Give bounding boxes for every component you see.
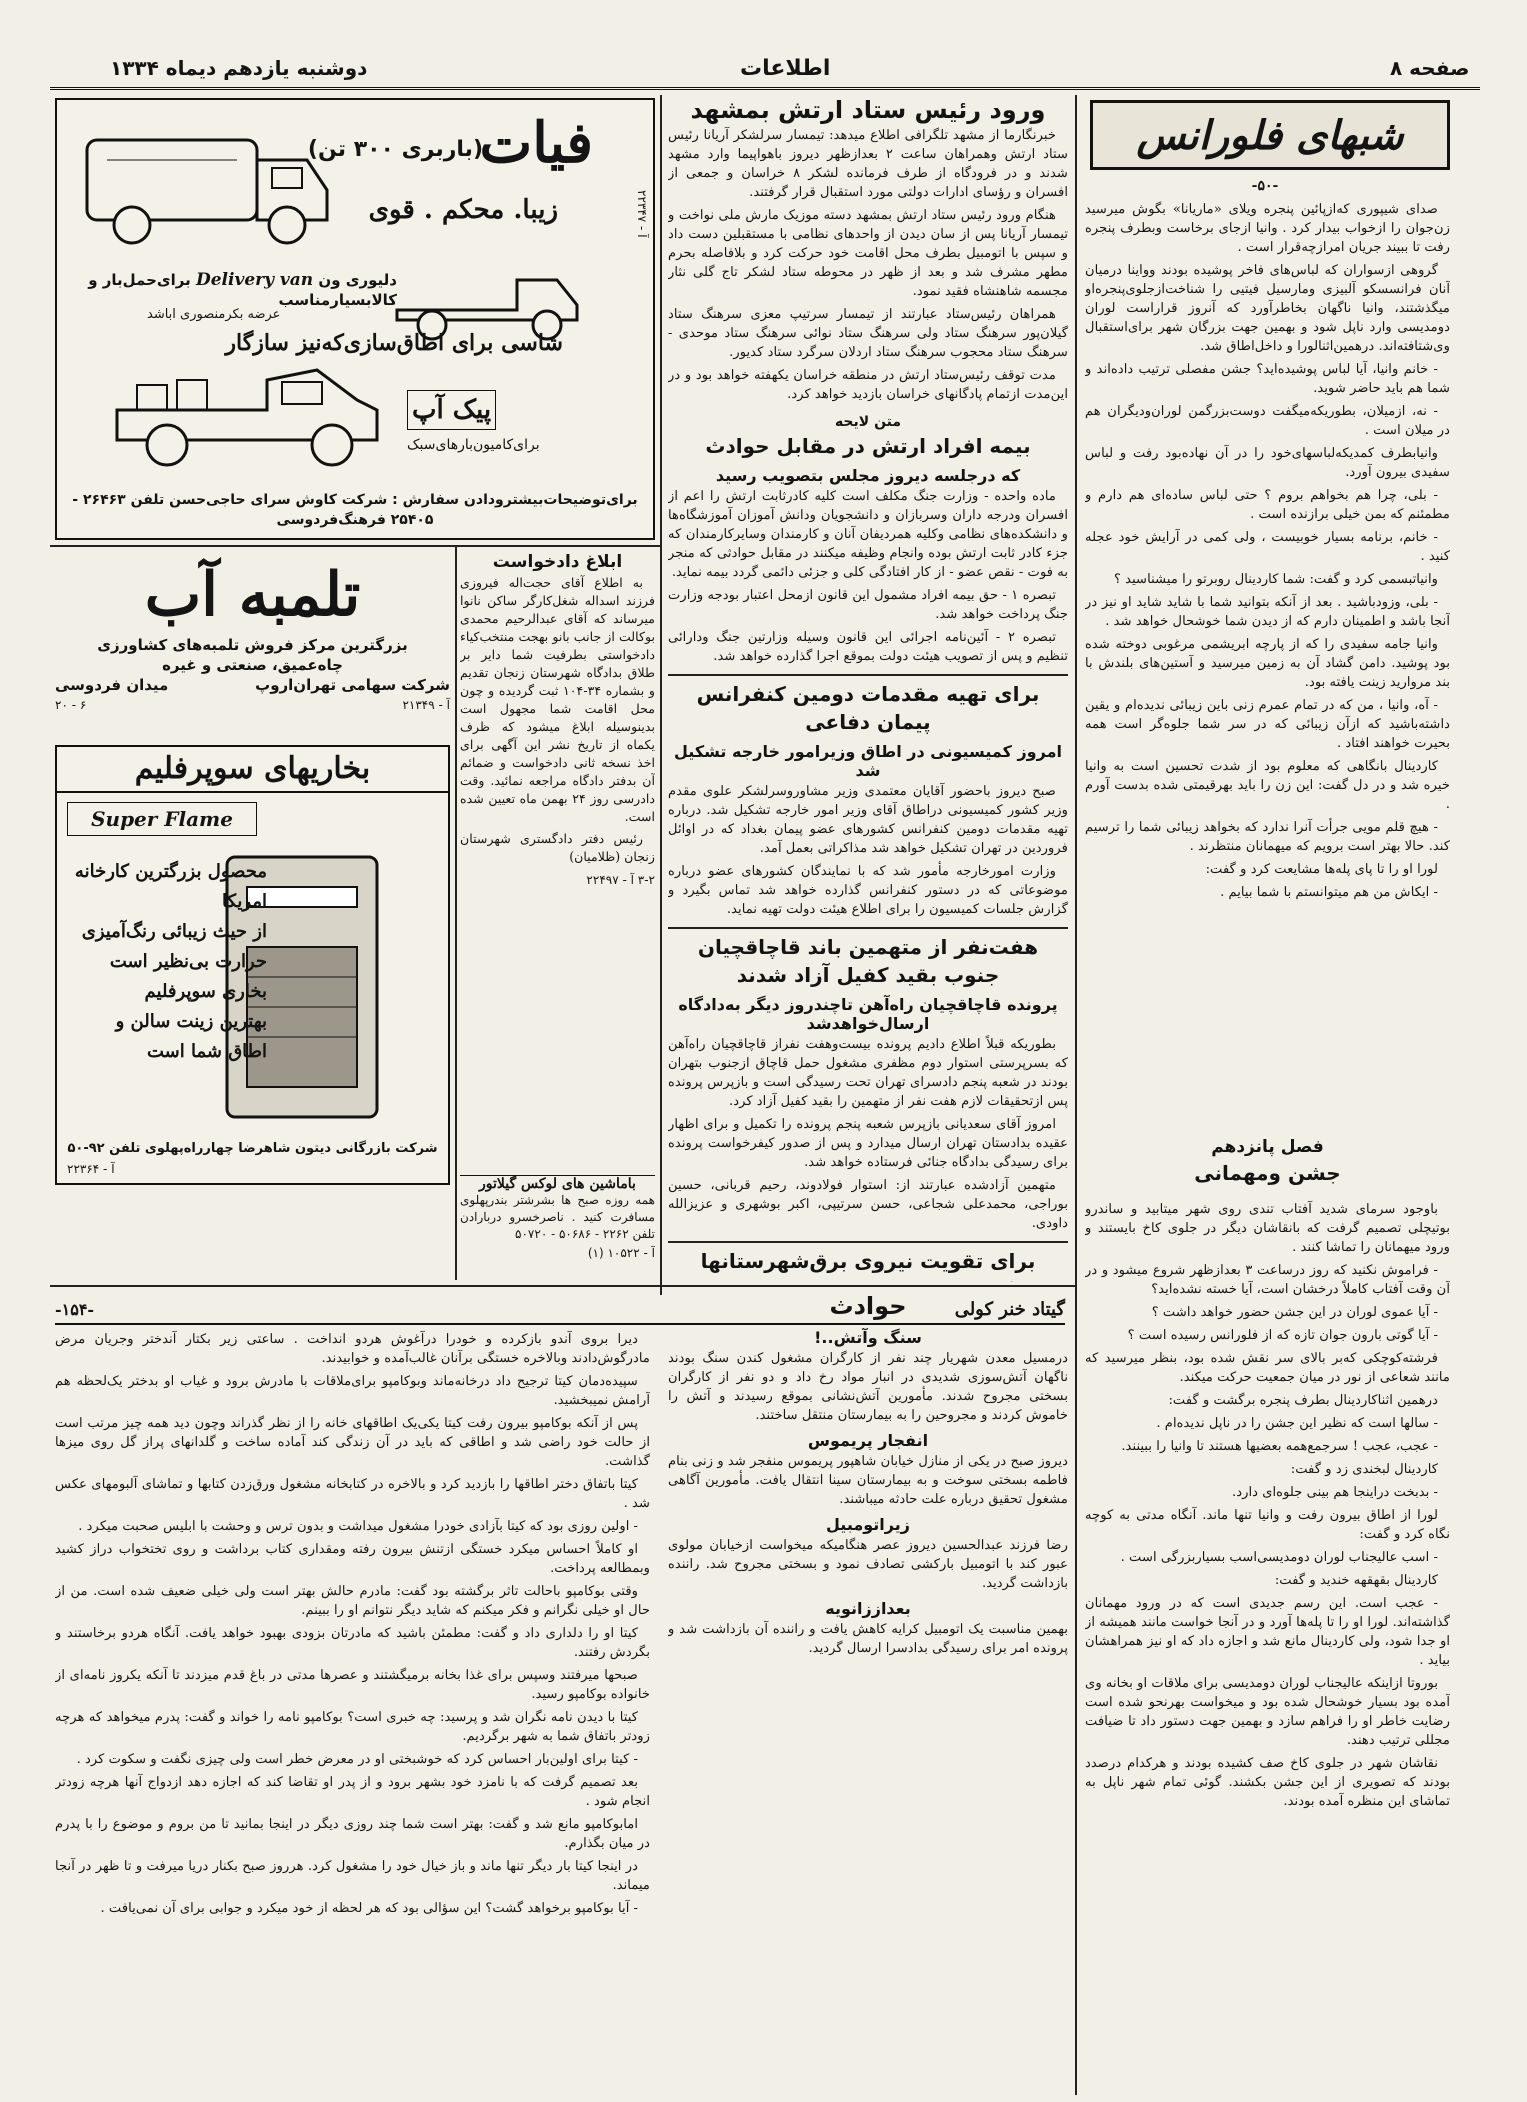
heater-title: بخاریهای سوپرفلیم — [57, 747, 448, 793]
fiat-capacity: (باربری ۳۰۰ تن) — [307, 137, 483, 162]
trip-text: همه روزه صبح ها بشرشتر بندرپهلوی مسافرت کنید . ناصرخسرو دربارادن تلفن ۲۲۶۲ - ۵۰۶۸۶ - ۵۰۷۲۰ — [460, 1193, 655, 1241]
article-body — [668, 487, 1068, 670]
paragraph: - اسب عالیجناب لوران دومدیسی‌اسب بسیاربزرگی است . — [1120, 1550, 1438, 1565]
paragraph: - هیچ قلم مویی جرأت آنرا ندارد که بخواهد زیبائی شما را ترسیم کند. حالا بهتر است برویم که میهمانان منتظرند . — [1085, 820, 1450, 854]
heater-line: بخاری سوپرفلیم — [144, 981, 267, 1002]
heater-line: اطاق شما است — [146, 1041, 267, 1062]
paragraph: متهمین آزادشده عبارتند از: استوار فولادوند، رحیم قربانی، حسین بوراجی، محمدعلی شجاعی، حسن سرتیپی، اکبر بوشهری و عزیزالله داودی. — [668, 1178, 1068, 1231]
delivery-van-fa: دلیوری ون — [318, 271, 397, 289]
paragraph: - بلی، وزودباشید . بعد از آنکه بتوانید شما با شاید شاید او نیز در آنجا باشد و اطمینان دارم که از دیدن شما خوشحال خواهد شد . — [1085, 595, 1450, 629]
section-mark: -۵۰- — [1251, 178, 1279, 194]
paragraph: در اینجا کیتا بار دیگر تنها ماند و باز خیال خود را مشغول کرد. هرروز صبح بکنار دریا میرفت و تا ظهر در آنجا میماند. — [55, 1859, 650, 1893]
trip-ad — [460, 1175, 655, 1280]
paragraph: - آه، وانیا ، من که در تمام عمرم زنی باین زیبائی ندیده‌ام و یقین داشته‌باشید که ازآن زیبائی که در سر شما جلوه‌گر است همه بحیرت خواهند افتاد . — [1085, 698, 1450, 751]
notice-title: ابلاغ دادخواست — [492, 552, 623, 572]
chapter-heading — [1085, 1135, 1450, 1187]
paragraph: بوروتا ازاینکه عالیجناب لوران دومدیسی برای ملاقات او بخانه وی آمده بود بسیار خوشحال شده بود و میخواست بهرنحو شده است رضایت خاطر او را فراهم سازد و بهمین جهت دستور داد تا ضیافت مجللی ترتیب دهند. — [1085, 1676, 1450, 1748]
heater-line: بهترین زینت سالن و — [115, 1011, 267, 1032]
column-banner-title: شبهای فلورانس — [1136, 111, 1404, 159]
article-title: هفت‌نفر از متهمین باند قاچاقچیان — [697, 935, 1039, 959]
incident-text: بهمین مناسبت یک اتومبیل کرایه کاهش یافت و راننده آن بازداشت شد و پرونده امر برای رسیدگی بدادسرا ارسال گردید. — [668, 1622, 1068, 1656]
article-subtitle: که درجلسه دیروز مجلس بتصویب رسید — [715, 466, 1021, 485]
delivery-van-desc: برای‌حمل‌بار و کالا‌بسیار‌مناسب — [88, 271, 397, 309]
incident-head: انفجار پریموس — [807, 1431, 929, 1450]
article-body — [668, 1035, 1068, 1237]
incident-text: دیروز صبح در یکی از منازل خیابان شاهپور پریموس منفجر شد و زنی بنام فاطمه بسختی سوخت و به بیمارستان سینا انتقال یافت. مأمورین آگاهی مشغول تحقیق درباره علت حادثه میباشند. — [668, 1454, 1068, 1507]
paragraph: کیتا باتفاق دختر اطاقها را بازدید کرد و بالاخره در کتابخانه مشغول ورق‌زدن کتابها و تماشای آلبومهای عکس شد . — [55, 1477, 650, 1511]
paragraph: - نه، ازمیلان، بطوریکه‌میگفت دوست‌بزرگمن لوران‌ودیگران هم در میلان است . — [1085, 404, 1450, 438]
serial-text-part2 — [1085, 1200, 1450, 2090]
paragraph: وانیا جامه سفیدی را که از پارچه ابریشمی مرغوبی دوخته شده بود پوشید. دامن گشاد آن به زمین میرسید و آستین‌های بلندش با بند مروارید زینت یافته بود. — [1085, 637, 1450, 690]
paragraph: کاردینال بقهقهه خندید و گفت: — [1274, 1573, 1438, 1588]
paragraph: - فراموش نکنید که روز درساعت ۳ بعدازظهر شروع میشود و در آن وقت آفتاب کاملاً درخشان است، آیا خسته نشده‌اید؟ — [1085, 1263, 1450, 1297]
paragraph: ماده واحده - وزارت جنگ مکلف است کلیه کادرثابت ارتش را اعم از افسران ودرجه داران وسربازان و دانشجویان ودانش آموزان آموزشگاه‌ها و دانشکده‌های نظامی وکلیه همردیفان آنان و کارمندان وسایر‌کارمندان که جزء کادر ثابت ارتش بوده وانجام وظیفه میکنند در مقابل حوادثی که منجر به فوت - نقص عضو - از کار افتادگی کلی و جزئی دائمی گردد بیمه نماید. — [668, 489, 1068, 580]
incident-head: سنگ وآتش..! — [814, 1328, 922, 1347]
pump-title: تلمبه آب — [144, 560, 361, 630]
paragraph: فرشته‌کوچکی که‌بر بالای سر نقش شده بود، بنظر میرسید که مانند شعاعی از نور در میان جمعیت حرکت میکند. — [1085, 1351, 1450, 1385]
trip-title: باماشین های لوکس گیلاتور — [479, 1176, 636, 1192]
paragraph: تبصره ۲ - آئین‌نامه اجرائی این قانون وسیله وزارتین جنگ ودارائی تنظیم و پس از تصویب هیئت دولت بموقع اجرا گذارده خواهد شد. — [668, 630, 1068, 664]
paragraph: صبح دیروز باحضور آقایان معتمدی وزیر مشاوروسرلشکر علوی مقدم وزیر کشور کمیسیونی دراطاق آقای وزیر امور خارجه تشکیل شد. درباره تهیه مقدمات دومین کنفرانس کشورهای عضو پیمان بغداد که در اوائل فروردین در تهران تشکیل خواهد شد مذاکراتی بعمل آمد. — [668, 784, 1068, 856]
paragraph: وقتی بوکامپو باحالت تاثر برگشته بود گفت: مادرم حالش بهتر است ولی خیلی ضعیف شده است. من از حال او خیلی نگرانم و فکر میکنم که شاید دیگر نتوانم او را ببینم. — [55, 1584, 650, 1618]
paragraph: مدت توقف رئیس‌ستاد ارتش در منطقه خراسان یکهفته خواهد بود و در این‌مدت ازتمام پادگانهای خراسان بازدید خواهد کرد. — [668, 368, 1068, 402]
section-divider — [50, 1285, 1075, 1287]
paragraph: سپیده‌دمان کیتا ترجیح داد درخانه‌ماند وبوکامپو برای‌ملاقات با مادرش برود و غیاب او بدختر یک‌لحظه هم آرامش نمیبخشید. — [55, 1374, 650, 1408]
fiat-pickup: پیک آپ — [407, 390, 496, 430]
paragraph: - کیتا برای اولین‌بار احساس کرد که خوشبختی او در معرض خطر است ولی چیزی نگفت و سکوت کرد . — [76, 1752, 638, 1767]
paragraph: بعد تصمیم گرفت که با نامزد خود بشهر برود و از پدر او تقاضا کند که اجازه دهد ازدواج آنها هرچه زودتر انجام شود . — [55, 1775, 650, 1809]
heater-line: حرارت بی‌نظیر است — [109, 951, 267, 972]
incidents-title: حوادث — [829, 1292, 907, 1320]
serial-title: گیتاد خنر کولی — [954, 1298, 1065, 1320]
pump-codes — [55, 695, 450, 715]
paragraph: تبصره ۱ - حق بیمه افراد مشمول این قانون ازمحل اعتبار بودجه وزارت جنگ پرداخت خواهد شد. — [668, 588, 1068, 622]
paragraph: کیتا او را دلداری داد و گفت: مطمئن باشید که مادرتان بزودی بهبود خواهد یافت. آنگاه هردو برخاستند و بگردش رفتند. — [55, 1626, 650, 1660]
pump-company: شرکت سهامی تهران‌اروپ — [255, 676, 450, 694]
paragraph: لورا او را تا پای پله‌ها مشایعت کرد و گفت: — [1205, 862, 1438, 877]
paragraph: بطوریکه قبلاً اطلاع دادیم پرونده بیست‌وهفت نفراز قاچاقچیان راه‌آهن که بسرپرستی استوار دوم مظفری مشغول حمل قاچاق ازجنوب بتهران بودند در شعبه پنجم دادسرای تهران تحت رسیدگی است و بازپرس پرونده پس ازتحقیقات لازم هفت نفر از متهمین را بقید کفیل آزاد کرد. — [668, 1037, 1068, 1109]
paragraph: - خانم وانیا، آیا لباس پوشیده‌اید؟ جشن مفصلی ترتیب داده‌اند و شما هم باید حاضر شوید. — [1085, 362, 1450, 396]
heater-logo: Super Flame — [67, 802, 257, 836]
notice-code: ۳-۲ آ - ۲۲۴۹۷ — [586, 873, 655, 887]
paragraph: دیرا بروی آندو بازکرده و خودرا درآغوش هردو انداخت . ساعتی زیر بکتار آندختر وجریان مرض مادرگوش‌دادند وبالاخره خستگی برآنان غالب‌آمده و خوابیدند. — [55, 1332, 650, 1366]
article-title: ورود رئیس ستاد ارتش بمشهد — [690, 96, 1046, 124]
notice-body — [460, 574, 655, 870]
middle-column — [668, 92, 1068, 1282]
paragraph: خبرنگارما از مشهد تلگرافی اطلاع میدهد: تیمسار سرلشکر آریانا رئیس ستاد ارتش وهمراهان ساعت ۲ بعدازظهر دیروز باهواپیما وارد مشهد شدند و در فرودگاه از طرف فرمانده لشکر ۸ خراسان و جمعی از افسران و رؤسای ادارات دولتی مورد استقبال قرار گرفتند. — [668, 128, 1068, 200]
incidents-list — [668, 1328, 1068, 1658]
paragraph: او کاملاً احساس میکرد خستگی ازتنش بیرون رفته ومقداری کتاب برداشت و روی تختخواب دراز کشید وبمطالعه پرداخت. — [55, 1542, 650, 1576]
paragraph: - سالها است که نظیر این جشن را در ناپل ندیده‌ام . — [1156, 1416, 1438, 1431]
paragraph: امروز آقای سعدیانی بازپرس شعبه پنجم پرونده را تکمیل و برای اظهار عقیده بدادستان تهران ارسال میدارد و پس از صدور کیفرخواست پرونده برای رسیدگی بدادگاه جنائی فرستاده خواهد شد. — [668, 1117, 1068, 1170]
paragraph: به اطلاع آقای حجت‌اله فیروزی فرزند اسداله شغل‌کارگر ساکن نانوا میرساند که آقای عبدالرحیم محمدی بوکالت از جانب بانو بهجت منتخب‌کیاء دادخواستی بطرفیت شما دایر بر طلاق بدادگاه شهرستان زنجان تقدیم و بشماره ۳۴-۱۰۴ ثبت گردیده و چون محل اقامت شما مجهول است بدینوسیله ابلاغ میشود که ظرف یکماه از تاریخ نشر این آگهی برای اخذ نسخه ثانی دادخواست و ضمائم آن بدفتر دادگاه مراجعه نمائید. وقت دادرسی روز ۲۴ بهمن ماه تعیین شده است. — [460, 575, 655, 824]
pump-contact-row — [55, 675, 450, 695]
pump-num: ۶ - ۲۰ — [55, 698, 87, 712]
article-subtitle: امروز کمیسیونی در اطاق وزیرامور خارجه تشکیل شد — [674, 742, 1062, 780]
fiat-mid-text: عرضه بکرمنصوری اباشد — [147, 307, 281, 322]
heater-copy — [67, 857, 267, 1067]
serial-number: -۱۵۴- — [55, 1299, 95, 1319]
paragraph: - آیا بوکامپو برخواهد گشت؟ این سؤالی بود که هر لحظه از خود میکرد و جوابی برای آن نمی‌یافت . — [100, 1901, 638, 1916]
heater-line: محصول بزرگترین کارخانه امریکا — [74, 861, 267, 912]
fiat-pickup-desc: برای‌کامیون‌بارهای‌سبک — [407, 437, 540, 453]
delivery-van-en: Delivery van — [195, 270, 314, 290]
paragraph: باوجود سرمای شدید آفتاب تندی روی شهر میتابید و ساندرو بوتیچلی تصمیم گرفت که بانقاشان دیگر در جلوی کاخ بایستند و ورود میهمانان را تماشا کنند . — [1085, 1202, 1450, 1255]
paragraph: - آیا عموی لوران در این جشن حضور خواهد داشت ؟ — [1151, 1305, 1438, 1320]
paragraph: - عجب است. این رسم جدیدی است که در ورود مهمانان گذاشته‌اند. لورا او را تا پله‌ها آورد و در آنجا خواست مانند همیشه از او جدا شود، ولی کاردینال مانع شد و اجازه داد که او نیز همراهشان بیاید . — [1085, 1596, 1450, 1668]
pump-ad — [55, 555, 450, 735]
pump-line1: بزرگترین مرکز فروش تلمبه‌های کشاورزی — [97, 636, 408, 654]
paragraph: امابوکامپو مانع شد و گفت: بهتر است شما چند روزی دیگر در اینجا بمانید تا من بروم و موضوع را با پدرم در میان بگذارم. — [55, 1817, 650, 1851]
article-subtitle-2: پرونده قاچاقچیان راه‌آهن تاچندروز دیگر به‌دادگاه ارسال‌خواهدشد — [678, 995, 1058, 1033]
pump-address: میدان فردوسی — [55, 676, 169, 694]
page-header — [50, 50, 1480, 90]
column-divider — [660, 95, 662, 1295]
article-body — [668, 126, 1068, 408]
paragraph: - آیا گوتی بارون جوان تازه که از فلورانس رسیده است ؟ — [1127, 1328, 1438, 1343]
fiat-shassi: شاسی برای اطاق‌سازی‌که‌نیز سازگار — [225, 330, 563, 356]
paragraph: درهمین اثناکاردینال بطرف پنجره برگشت و گفت: — [1168, 1393, 1438, 1408]
column-divider — [1075, 95, 1077, 2095]
column-banner — [1090, 100, 1450, 170]
delivery-van-label — [67, 270, 397, 310]
paragraph: کیتا با دیدن نامه نگران شد و پرسید: چه خبری است؟ بوکامپو نامه را خواند و گفت: پدرم میخواهد که هرچه زودتر باتفاق شما به شهر برگردیم. — [55, 1710, 650, 1744]
article-subtitle — [668, 1281, 1068, 1282]
article-title: برای تهیه مقدمات دومین کنفرانس پیمان دفاعی — [696, 682, 1040, 734]
header-newspaper: اطلاعات — [740, 56, 831, 81]
paragraph: - ایکاش من هم میتوانستم با شما بیایم . — [1220, 885, 1438, 900]
paragraph: وزارت امورخارجه مأمور شد که با نمایندگان کشورهای عضو درباره موضوعاتی که در دستور کنفرانس گذارده خواهد شد تماس بگیرد و گزارش جلسات کمیسیون را برای اطلاع هیئت دولت تهیه نماید. — [668, 864, 1068, 917]
serial-body — [55, 1330, 650, 2095]
paragraph: وانیابطرف کمدیکه‌لباسهای‌خود را در آن نهاده‌بود رفت و لباس سفیدی بیرون آورد. — [1085, 446, 1450, 480]
chapter-title: جشن ومهمانی — [1194, 1161, 1341, 1185]
article-title: برای تقویت نیروی برق‌شهرستانها — [700, 1249, 1036, 1273]
paragraph: - بدبخت دراینجا هم بینی جلوه‌ای دارد. — [1232, 1485, 1438, 1500]
incident-head: زیراتومبیل — [826, 1515, 910, 1534]
fiat-brand: فیات — [479, 110, 593, 176]
incident-text: رضا فرزند عبدالحسین دیروز عصر هنگامیکه میخواست ازخیابان مولوی عبور کند با اتومبیل بارکشی تصادف نمود و بسختی مجروح شد. راننده بازداشت گردید. — [668, 1538, 1068, 1591]
fiat-contact: برای‌توضیحات‌بیشتر‌و‌دادن سفارش : شرکت کاوش سرای حاجی‌حسن تلفن ۲۶۴۶۳ - ۲۵۴۰۵ فرهنگ‌فردوسی — [72, 492, 638, 528]
header-date: دوشنبه یازدهم دیماه ۱۳۳۴ — [110, 56, 368, 80]
paragraph: کاردینال بانگاهی که معلوم بود از شدت تحسین است به وانیا خیره شد و در دل گفت: این زن را باید بهرقیمتی شده بدست آورم . — [1085, 759, 1450, 812]
paragraph: لورا از اطاق بیرون رفت و وانیا تنها ماند. آنگاه مدتی به کوچه نگاه کرد و گفت: — [1085, 1508, 1450, 1542]
incident-head: بعداززانویه — [825, 1599, 911, 1618]
heater-ad — [55, 745, 450, 1185]
trip-code: آ - ۱۰۵۲۲ (۱) — [587, 1246, 655, 1260]
paragraph: نقاشان شهر در جلوی کاخ صف کشیده بودند و هرکدام درصدد بودند که تصویری از این جشن بکشند. گوئی تمام شهر ناپل به تماشای این منظره آمده بودند. — [1085, 1756, 1450, 1809]
paragraph: پس از آنکه بوکامپو بیرون رفت کیتا یکی‌یک اطاقهای خانه را از نظر گذراند وچون دید همه چیز مرتب است از حالت خود راضی شد و اطاقی که باید در آن زندگی کند آماده ساخت و گلدانهای پراز گل روی میزها گذاشت. — [55, 1416, 650, 1469]
pump-code: آ - ۲۱۳۴۹ — [402, 698, 450, 712]
paragraph: - بلی، چرا هم بخواهم بروم ؟ حتی لباس ساده‌ای هم دارم و مطمئنم که بمن خیلی برازنده است . — [1085, 488, 1450, 522]
paragraph: وانیاتبسمی کرد و گفت: شما کاردینال روبرتو را میشناسید ؟ — [1113, 572, 1438, 587]
column-divider — [455, 545, 457, 1280]
paragraph: رئیس دفتر دادگستری شهرستان زنجان (ظلامیان) — [460, 831, 655, 864]
paragraph: هنگام ورود رئیس ستاد ارتش بمشهد دسته موزیک مارش ملی نواخت و تیمسار آریانا پس از سان دیدن از واحدهای نظامی با مستقبلین دست داد و سپس با اتومبیل بطرف محل اقامت خود حرکت کرد و بلافاصله بحرم مطهر مشرف شد و بعد از ظهر در محوطه ستاد لشکر تاج گلی نثار مجسمه شاهنشاه فقید نمود. — [668, 208, 1068, 299]
article-title: بیمه افراد ارتش در مقابل حوادث — [705, 434, 1031, 458]
paragraph: صدای شیپوری که‌ازپائین پنجره ویلای «ماریانا» بگوش میرسید زن‌جوان را ازخواب بیدار کرد . وانیا ازجای برخاست وبطرف پنجره رفت تا ببیند جریان امراز‌چه‌قرار است . — [1085, 202, 1450, 255]
heater-code: آ - ۲۲۳۶۴ — [67, 1162, 115, 1176]
article-body — [668, 782, 1068, 923]
paragraph: - اولین روزی بود که کیتا بآزادی خودرا مشغول میداشت و بدون ترس و وحشت با ابلیس صحبت میکرد . — [78, 1519, 638, 1534]
pump-line2: چاه‌عمیق، صنعتی و غیره — [162, 656, 343, 674]
serial-text-part1 — [1085, 200, 1450, 1130]
legal-notice — [460, 550, 655, 1280]
heater-line: از حیث زیبائی رنگ‌آمیزی — [81, 921, 267, 942]
section-divider — [50, 545, 660, 547]
chapter-number: فصل پانزدهم — [1211, 1137, 1324, 1157]
incident-text: درمسیل معدن شهریار چند نفر از کارگران مشغول کندن سنگ بودند ناگهان آتش‌سوزی شدیدی در انبار مواد رخ داد و دو نفر از کارگران بسختی مجروح شدند. مأمورین آتش‌نشانی بموقع رسیدند و آتش را خاموش کردند و مجروحین را به بیمارستان منتقل ساختند. — [668, 1351, 1068, 1423]
paragraph: کاردینال لبخندی زد و گفت: — [1290, 1462, 1438, 1477]
paragraph: صبحها میرفتند وسپس برای غذا بخانه برمیگشتند و عصرها مدتی در باغ قدم میزدند تا آنکه یکروز نامه‌ای از خانواده بوکامپو رسید. — [55, 1668, 650, 1702]
van-illustration — [77, 120, 337, 260]
article-subtitle: جنوب بقید کفیل آزاد شدند — [736, 963, 1000, 987]
paragraph: گروهی ازسواران که لباس‌های فاخر پوشیده بودند وواینا درمیان آنان فرانسسکو آلبیزی ومارسیل فیتیی را شناخت‌ازجلوی‌پنجره‌او میگذشتند، وانیا ناگهان بخاطرآورد که آنروز قراراست لوران دومدیسی وارد ناپل شود و بهمین جهت بزرگان شهر‌ برای‌استقبال وی‌شتافته‌اند. درهمین‌اثنا‌لورا و داخل‌اطاق شد. — [1085, 263, 1450, 354]
heater-contact: شرکت بازرگانی دیتون شاهرضا چهارراه‌پهلوی تلفن ۹۲-۵۰ — [67, 1141, 438, 1156]
header-page-number: صفحه ۸ — [1390, 56, 1470, 80]
article-kicker: متن لایحه — [834, 414, 902, 430]
serial-header — [55, 1295, 1065, 1325]
incidents-section — [668, 1290, 1068, 2090]
paragraph: - خانم، برنامه بسیار خوبیست ، ولی کمی در آرایش خود عجله کنید . — [1085, 530, 1450, 564]
paragraph: - عجب، عجب ! سرجمع‌همه بعضیها هستند تا وانیا را ببینند. — [1121, 1439, 1438, 1454]
fiat-ad — [55, 98, 655, 540]
paragraph: همراهان رئیس‌ستاد عبارتند از تیمسار سرتیپ معزی سرهنگ ستاد گیلان‌پور سرهنگ ستاد ولی سرهنگ ستاد نوائی سرهنگ ستاد موحدی - سرهنگ ستاد محجوب سرهنگ ستاد اردلان سرگرد ستاد کدیور. — [668, 307, 1068, 360]
fiat-code: آ - ۲۲۳۴۷ — [635, 190, 649, 238]
fiat-tagline: زیبا. محکم . قوی — [368, 195, 558, 225]
